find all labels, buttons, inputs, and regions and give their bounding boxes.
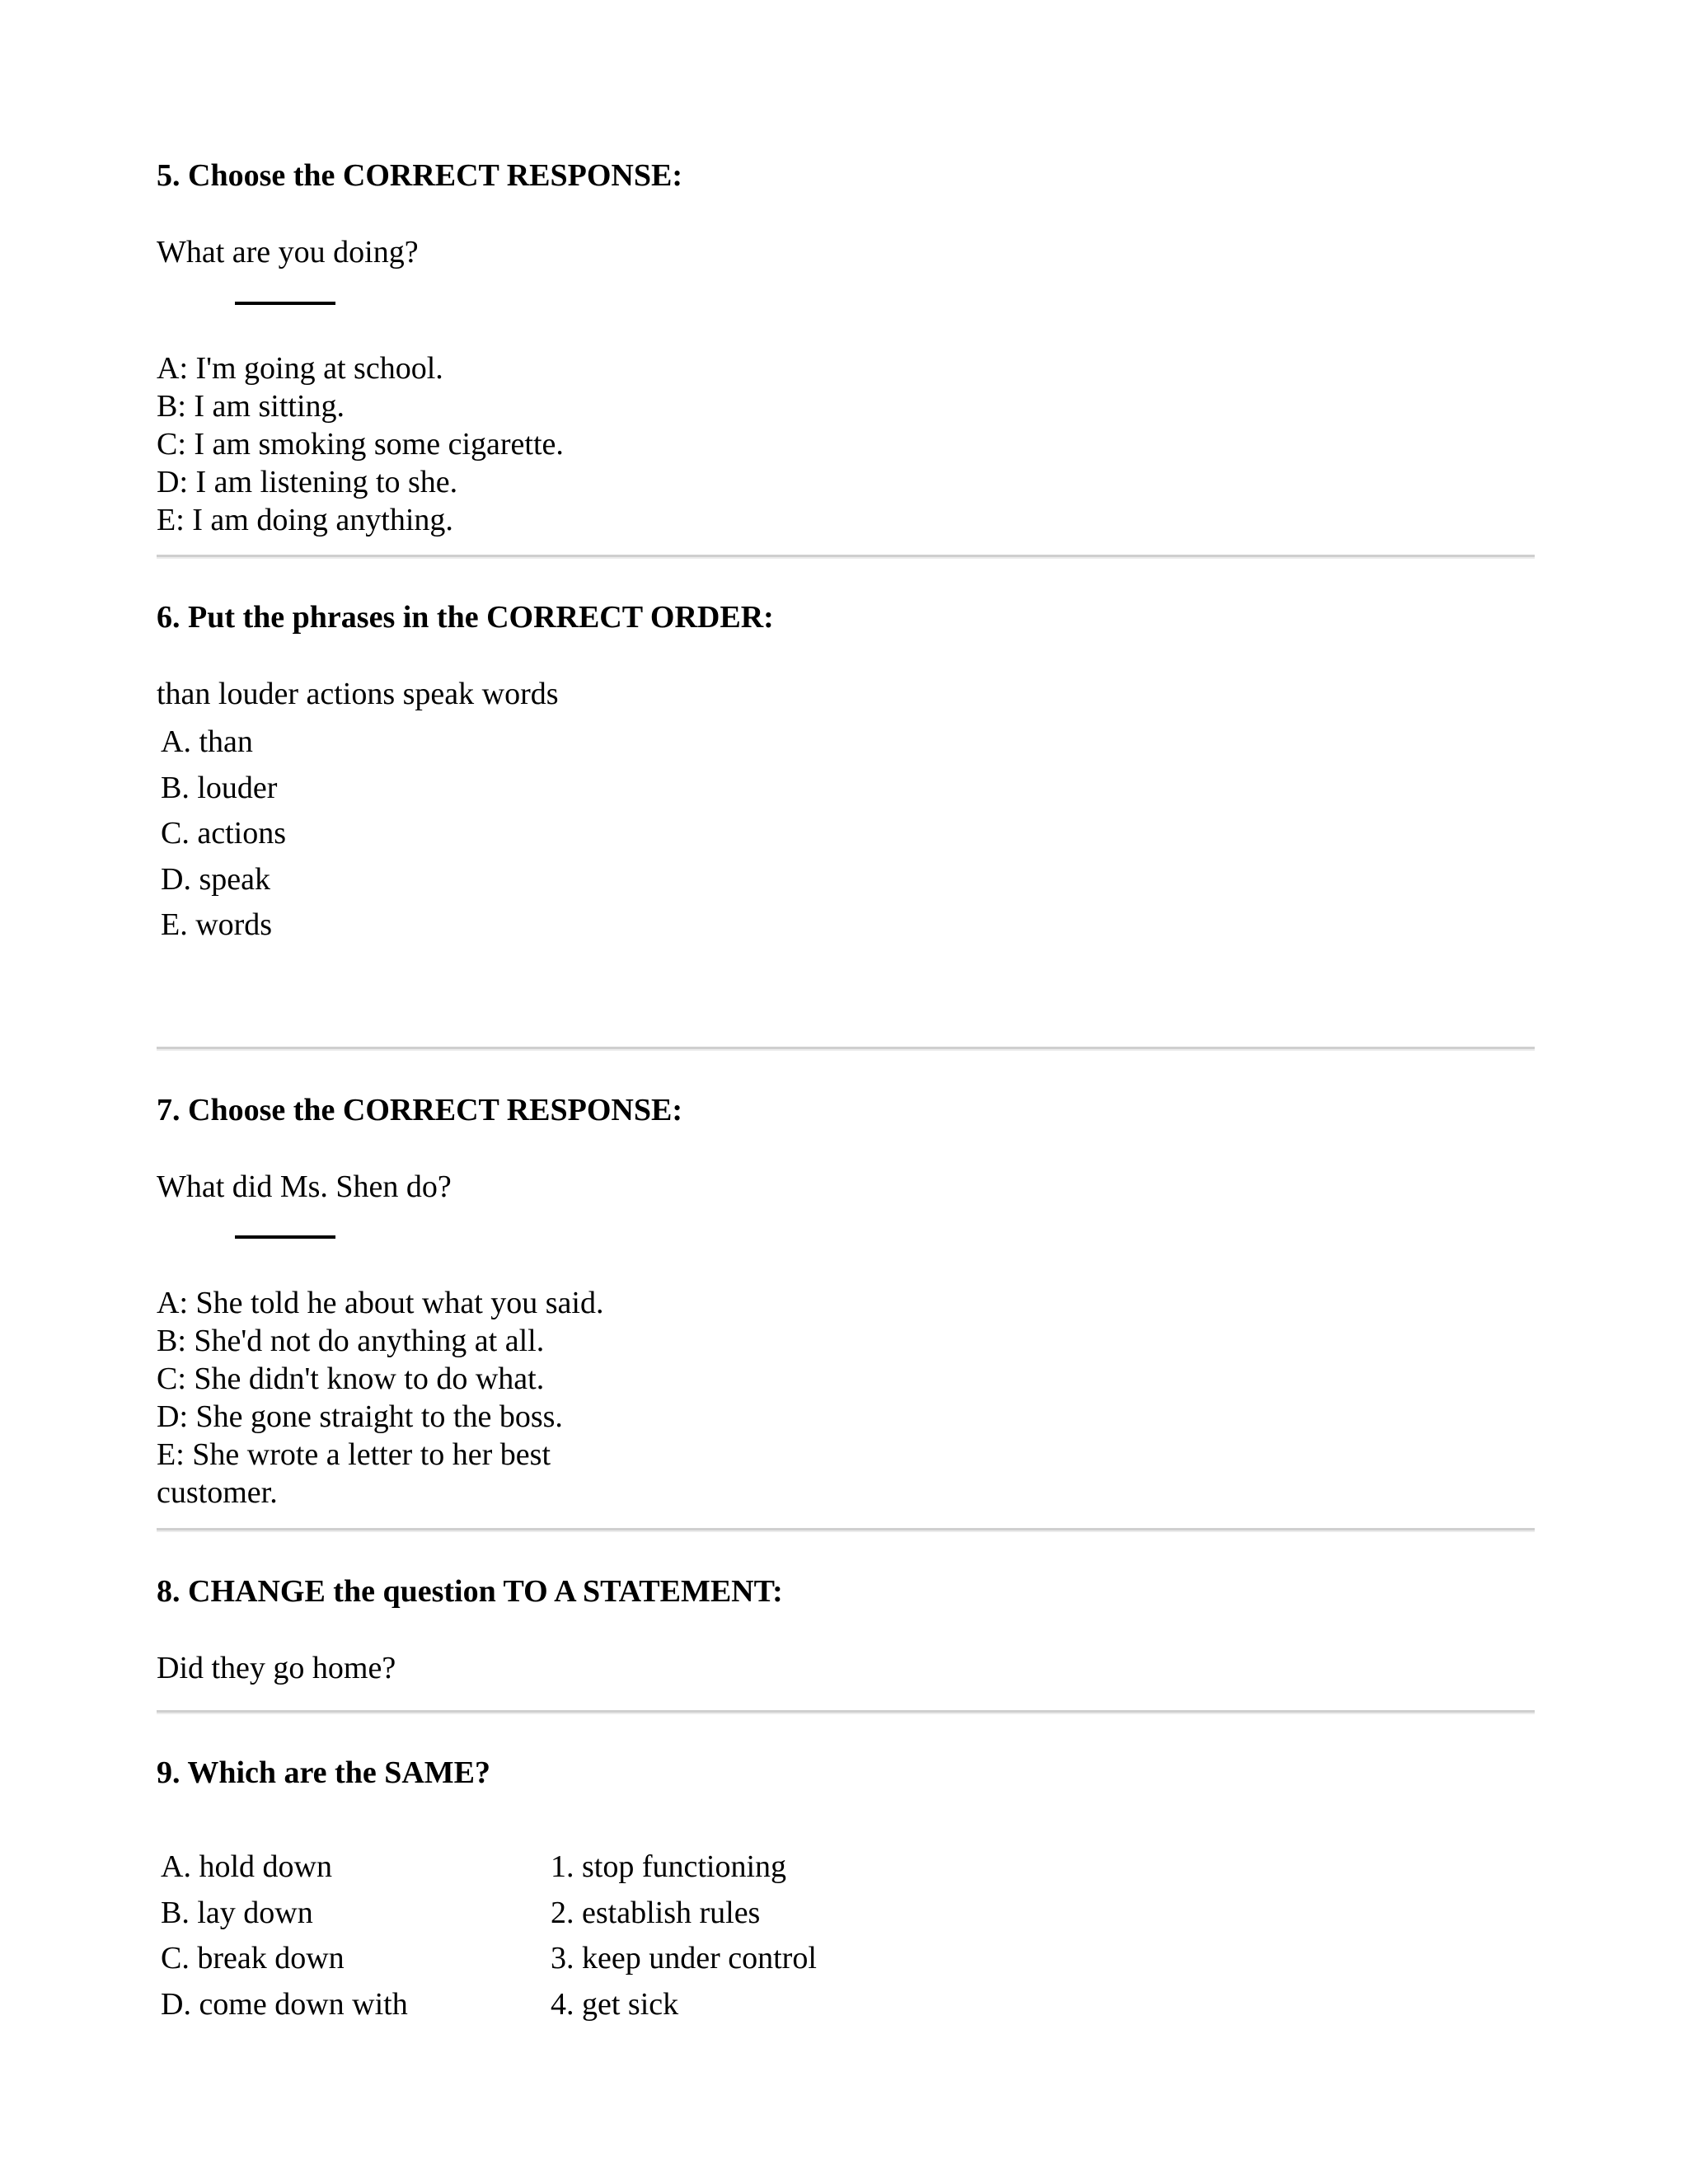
- question-6-heading: 6. Put the phrases in the CORRECT ORDER:: [157, 600, 774, 635]
- list-item: C. actions: [161, 816, 286, 851]
- answer-blank: [235, 1235, 335, 1239]
- option-c: C: I am smoking some cigarette.: [157, 427, 564, 462]
- answer-blank: [235, 302, 335, 305]
- question-6-options: [161, 719, 286, 949]
- list-item: A. hold down: [161, 1849, 332, 1884]
- list-item: B. lay down: [161, 1895, 313, 1930]
- option-b: B: She'd not do anything at all.: [157, 1324, 545, 1358]
- question-7-options: [157, 1284, 603, 1511]
- list-item: C. break down: [161, 1941, 345, 1975]
- section-divider: [157, 1710, 1535, 1714]
- option-a: A: I'm going at school.: [157, 351, 443, 386]
- question-7-prompt: What did Ms. Shen do?: [157, 1169, 452, 1204]
- option-d: D: She gone straight to the boss.: [157, 1399, 563, 1434]
- option-b: B: I am sitting.: [157, 389, 345, 424]
- list-item: 2. establish rules: [551, 1895, 761, 1930]
- list-item: E. words: [161, 907, 273, 942]
- question-8-heading: 8. CHANGE the question TO A STATEMENT:: [157, 1574, 783, 1609]
- question-5-heading: 5. Choose the CORRECT RESPONSE:: [157, 158, 682, 193]
- list-item: A. than: [161, 724, 253, 759]
- question-5-options: [157, 349, 564, 539]
- matching-left-column: [161, 1844, 408, 2027]
- section-divider: [157, 1528, 1535, 1532]
- option-e: E: She wrote a letter to her best: [157, 1437, 551, 1472]
- list-item: B. louder: [161, 770, 278, 805]
- list-item: 3. keep under control: [551, 1941, 817, 1975]
- list-item: D. come down with: [161, 1986, 408, 2022]
- option-c: C: She didn't know to do what.: [157, 1361, 545, 1396]
- question-8-prompt: Did they go home?: [157, 1651, 396, 1685]
- question-7-heading: 7. Choose the CORRECT RESPONSE:: [157, 1093, 682, 1127]
- question-9-heading: 9. Which are the SAME?: [157, 1755, 490, 1790]
- option-e-continued: customer.: [157, 1475, 278, 1510]
- matching-right-column: [551, 1844, 817, 2027]
- option-d: D: I am listening to she.: [157, 465, 458, 499]
- list-item: 4. get sick: [551, 1986, 679, 2022]
- option-e: E: I am doing anything.: [157, 503, 453, 537]
- question-6-prompt: than louder actions speak words: [157, 677, 559, 711]
- list-item: D. speak: [161, 861, 270, 897]
- section-divider: [157, 1047, 1535, 1051]
- question-5-prompt: What are you doing?: [157, 235, 419, 269]
- section-divider: [157, 555, 1535, 559]
- list-item: 1. stop functioning: [551, 1849, 787, 1884]
- option-a: A: She told he about what you said.: [157, 1286, 604, 1320]
